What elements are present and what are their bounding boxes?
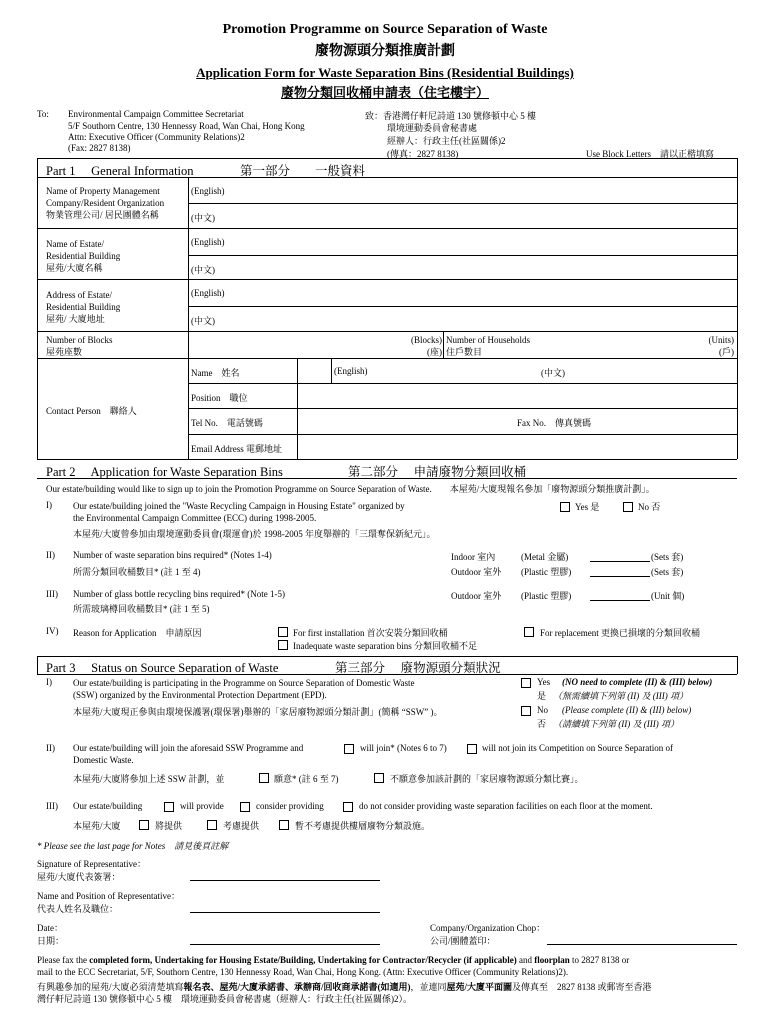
contact-name-english-label: (English) [334, 366, 368, 376]
blocks-unit: (Blocks) (座) [411, 335, 442, 357]
part3-q1-zh: 本屋苑/大廈現正參與由環境保護署(環保署)舉辦的「家居廢物源頭分類計劃」(簡稱 “SSW” )。 [73, 707, 443, 717]
part3-q1-no-note: (Please complete (II) & (III) below) [562, 705, 692, 715]
form-subtitle-en: Application Form for Waste Separation Bins (Residential Buildings) [196, 65, 574, 80]
glass-units-unit: (Unit 個) [651, 591, 685, 601]
estate-chinese-field-label: (中文) [191, 265, 215, 275]
form-subtitle-zh: 廢物分類回收桶申請表（住宅樓宇） [280, 85, 489, 100]
not-consider-zh-label: 暫不考慮提供樓層廢物分類設施。 [295, 821, 431, 831]
address-zh-line: (傳真：2827 8138) [387, 149, 459, 159]
chop-label-zh: 公司/團體蓋印： [430, 936, 496, 946]
part3-q3-text: Our estate/building [73, 801, 143, 811]
address-english-field-label: (English) [191, 288, 225, 298]
will-join-label: will join* (Notes 6 to 7) [360, 743, 447, 753]
indoor-sets-unit: (Sets 套) [651, 552, 684, 562]
part2-intro: Our estate/building would like to sign up to join the Promotion Programme on Source Separation of Waste. 本屋苑/大廈現報名參加「廢物源頭分類推廣計劃」。 [46, 484, 655, 494]
will-join-zh-label: 願意* (註 6 至 7) [274, 774, 339, 784]
estate-english-field-label: (English) [191, 237, 225, 247]
outdoor-label: Outdoor 室外 [451, 567, 502, 577]
address-chinese-field-label: (中文) [191, 316, 215, 326]
blocks-label: Number of Blocks 屋苑座數 [46, 335, 113, 357]
indoor-label: Indoor 室內 [451, 552, 496, 562]
consider-providing-checkbox[interactable] [240, 802, 250, 812]
signature-label-en: Signature of Representative： [37, 859, 146, 869]
part3-q1-yes-label: Yes [537, 677, 551, 687]
part3-q1-no-checkbox[interactable] [521, 706, 531, 716]
part3-q3-num: III) [46, 801, 58, 811]
part3-q1-no-label: No [537, 705, 548, 715]
part3-q1-num: I) [46, 677, 52, 687]
part2-q3-zh: 所需玻璃樽回收桶數目* (註 1 至 5) [73, 604, 210, 614]
notes-reference: * Please see the last page for Notes 請見後頁註解 [37, 841, 229, 851]
part3-q1-no-note-zh: （請續填下列第 (II) 及 (III) 項） [553, 719, 679, 729]
indoor-sets-input[interactable] [590, 561, 650, 562]
consider-zh-checkbox[interactable] [207, 820, 217, 830]
households-input[interactable] [550, 333, 700, 355]
part2-q3-text: Number of glass bottle recycling bins required* (Note 1-5) [73, 589, 285, 599]
estate-english-input[interactable] [232, 232, 732, 252]
property-label: Name of Property Management Company/Resident Organization 物業管理公司/ 居民團體名稱 [46, 186, 165, 220]
contact-position-input[interactable] [300, 386, 732, 406]
date-line[interactable] [190, 944, 380, 945]
chop-line[interactable] [547, 944, 737, 945]
date-label-zh: 日期： [37, 936, 65, 946]
consider-zh-label: 考慮提供 [223, 821, 260, 831]
contact-name-label: Name 姓名 [191, 368, 240, 378]
metal-label: (Metal 金屬) [521, 552, 569, 562]
part3-q2-num: II) [46, 743, 55, 753]
households-label: Number of Households 住戶數目 [446, 335, 530, 357]
address-zh-line: 致：香港灣仔軒尼詩道 130 號修頓中心 5 樓 [365, 111, 537, 121]
part3-q1-no-zh: 否 [537, 719, 547, 729]
chop-label-en: Company/Organization Chop： [430, 923, 546, 933]
contact-email-label: Email Address 電郵地址 [191, 444, 282, 454]
part3-q1-yes-note: (NO need to complete (II) & (III) below) [562, 677, 713, 687]
part3-q1-text: Our estate/building is participating in the Programme on Source Separation of Domestic Waste (SSW) organized by the Environmental Protection Department (EPD). [73, 678, 415, 700]
will-provide-zh-label: 將提供 [155, 821, 183, 831]
property-english-field-label: (English) [191, 186, 225, 196]
glass-units-input[interactable] [590, 600, 650, 601]
address-zh-line: 環境運動委員會秘書處 [387, 123, 478, 133]
part2-q4-num: IV) [46, 626, 59, 636]
glass-plastic-label: (Plastic 塑膠) [521, 591, 572, 601]
contact-person-label: Contact Person 聯絡人 [46, 406, 137, 416]
contact-email-input[interactable] [300, 437, 732, 457]
part3-q1-yes-note-zh: （無需續填下列第 (II) 及 (III) 項） [553, 691, 688, 701]
replacement-checkbox[interactable] [524, 627, 534, 637]
glass-outdoor-label: Outdoor 室外 [451, 591, 502, 601]
part2-q1-yes-label: Yes 是 [575, 502, 600, 512]
signature-label-zh: 屋苑/大廈代表簽署： [37, 872, 121, 882]
part3-q1-yes-checkbox[interactable] [521, 678, 531, 688]
name-position-label-en: Name and Position of Representative： [37, 891, 180, 901]
part3-q2-zh: 本屋苑/大廈將參加上述 SSW 計劃，並 [73, 774, 225, 784]
estate-chinese-input[interactable] [222, 258, 732, 278]
not-consider-zh-checkbox[interactable] [279, 820, 289, 830]
address-en-line: Attn: Executive Officer (Community Relations)2 [68, 132, 245, 142]
part2-q3-num: III) [46, 589, 58, 599]
will-not-join-zh-label: 不願意參加該計劃的「家居廢物源頭分類比賽」。 [390, 774, 584, 784]
name-position-line[interactable] [190, 912, 380, 913]
part2-header-zh: 第二部分 申請廢物分類回收桶 [348, 465, 527, 479]
inadequate-bins-checkbox[interactable] [278, 640, 288, 650]
part2-q2-zh: 所需分類回收桶數目* (註 1 至 4) [73, 567, 201, 577]
estate-label: Name of Estate/ Residential Building 屋苑/大廈名稱 [46, 239, 121, 273]
part2-q1-text: Our estate/building joined the "Waste Recycling Campaign in Housing Estate" organized by the Environmental Campaign Committee (ECC) during 1998-2005. [73, 501, 405, 523]
will-not-join-label: will not join its Competition on Source Separation of [482, 743, 673, 753]
date-label-en: Date： [37, 923, 63, 933]
fax-instructions-zh: 有興趣參加的屋苑/大廈必須清楚填寫報名表、屋苑/大廈承諾書、承辦商/回收商承諾書(如適用)，並連同屋苑/大廈平面圖及傳真至 2827 8138 或郵寄至香港 [37, 982, 652, 992]
will-not-join-checkbox[interactable] [467, 744, 477, 754]
will-join-checkbox[interactable] [344, 744, 354, 754]
part2-q2-num: II) [46, 550, 55, 560]
address-english-input[interactable] [232, 283, 732, 303]
not-consider-checkbox[interactable] [343, 802, 353, 812]
will-provide-checkbox[interactable] [164, 802, 174, 812]
fax-instructions-en: Please fax the completed form, Undertaking for Housing Estate/Building, Undertaking for Contractor/Recycler (if applicable) and floorplan to 2827 8138 or [37, 955, 630, 965]
part2-q4-label: Reason for Application 申請原因 [73, 628, 202, 638]
part1-header-en: Part 1 General Information [46, 164, 194, 178]
contact-position-label: Position 職位 [191, 393, 248, 403]
part2-q2-text: Number of waste separation bins required* (Notes 1-4) [73, 550, 272, 560]
block-letters-note: Use Block Letters 請以正楷填寫 [586, 149, 714, 159]
mail-instructions-zh: 灣仔軒尼詩道 130 號修頓中心 5 樓 環境運動委員會秘書處（經辦人：行政主任(社區關係)2）。 [37, 994, 412, 1004]
consider-providing-label: consider providing [256, 801, 324, 811]
contact-fax-label: Fax No. 傳真號碼 [517, 418, 591, 428]
will-provide-zh-checkbox[interactable] [139, 820, 149, 830]
plastic-label: (Plastic 塑膠) [521, 567, 572, 577]
contact-name-chinese-label: (中文) [541, 368, 565, 378]
part2-q1-num: I) [46, 500, 52, 510]
property-chinese-input[interactable] [222, 206, 732, 226]
name-position-label-zh: 代表人姓名及職位： [37, 904, 119, 914]
estate-address-label: Address of Estate/ Residential Building 屋苑/ 大廈地址 [46, 290, 121, 324]
part2-q1-zh: 本屋苑/大廈曾參加由環境運動委員會(環運會)於 1998-2005 年度舉辦的「三環奪保新紀元」。 [73, 529, 436, 539]
property-english-input[interactable] [232, 182, 732, 201]
will-join-zh-checkbox[interactable] [259, 773, 269, 783]
part3-header-en: Part 3 Status on Source Separation of Waste [46, 661, 279, 675]
part2-header-en: Part 2 Application for Waste Separation Bins [46, 465, 283, 479]
outdoor-sets-unit: (Sets 套) [651, 567, 684, 577]
replacement-label: For replacement 更換已損壞的分類回收桶 [540, 628, 700, 638]
address-chinese-input[interactable] [222, 309, 732, 329]
address-en-line: 5/F Southorn Centre, 130 Hennessy Road, Wan Chai, Hong Kong [68, 121, 305, 131]
not-consider-label: do not consider providing waste separation facilities on each floor at the moment. [359, 801, 653, 811]
part3-q2-text-cont: Domestic Waste. [73, 755, 134, 765]
part3-q2-text: Our estate/building will join the aforesaid SSW Programme and [73, 743, 304, 753]
contact-tel-label: Tel No. 電話號碼 [191, 418, 263, 428]
part2-q1-no-label: No 否 [638, 502, 661, 512]
address-zh-line: 經辦人：行政主任(社區關係)2 [387, 136, 506, 146]
contact-tel-input[interactable] [300, 411, 510, 431]
signature-line[interactable] [190, 880, 380, 881]
first-installation-checkbox[interactable] [278, 627, 288, 637]
address-en-line: (Fax: 2827 8138) [68, 143, 131, 153]
form-title-zh: 廢物源頭分類推廣計劃 [315, 44, 455, 59]
part3-q3-zh: 本屋苑/大廈 [73, 821, 121, 831]
part3-q1-yes-zh: 是 [537, 691, 547, 701]
outdoor-sets-input[interactable] [590, 576, 650, 577]
form-title-en: Promotion Programme on Source Separation of Waste [222, 22, 548, 37]
property-chinese-field-label: (中文) [191, 213, 215, 223]
part2-q1-yes-checkbox[interactable] [560, 502, 570, 512]
units-unit: (Units) (戶) [708, 335, 734, 357]
contact-fax-input[interactable] [600, 411, 732, 431]
part3-header-zh: 第三部分 廢物源頭分類狀況 [335, 661, 501, 675]
address-en-line: Environmental Campaign Committee Secretariat [68, 109, 244, 119]
will-provide-label: will provide [180, 801, 224, 811]
part1-header-zh: 第一部分 一般資料 [240, 164, 366, 178]
mail-instructions-en: mail to the ECC Secretariat, 5/F, Southorn Centre, 130 Hennessy Road, Wan Chai, Hong Kong. (Attn: Executive Officer (Community Relations)2). [37, 967, 569, 977]
inadequate-bins-label: Inadequate waste separation bins 分類回收桶不足 [293, 641, 477, 651]
to-label: To: [37, 109, 49, 119]
first-installation-label: For first installation 首次安裝分類回收桶 [293, 628, 448, 638]
contact-name-chinese-input[interactable] [572, 360, 732, 380]
blocks-input[interactable] [190, 333, 400, 355]
contact-name-english-input[interactable] [378, 360, 538, 380]
will-not-join-zh-checkbox[interactable] [374, 773, 384, 783]
part2-q1-no-checkbox[interactable] [623, 502, 633, 512]
